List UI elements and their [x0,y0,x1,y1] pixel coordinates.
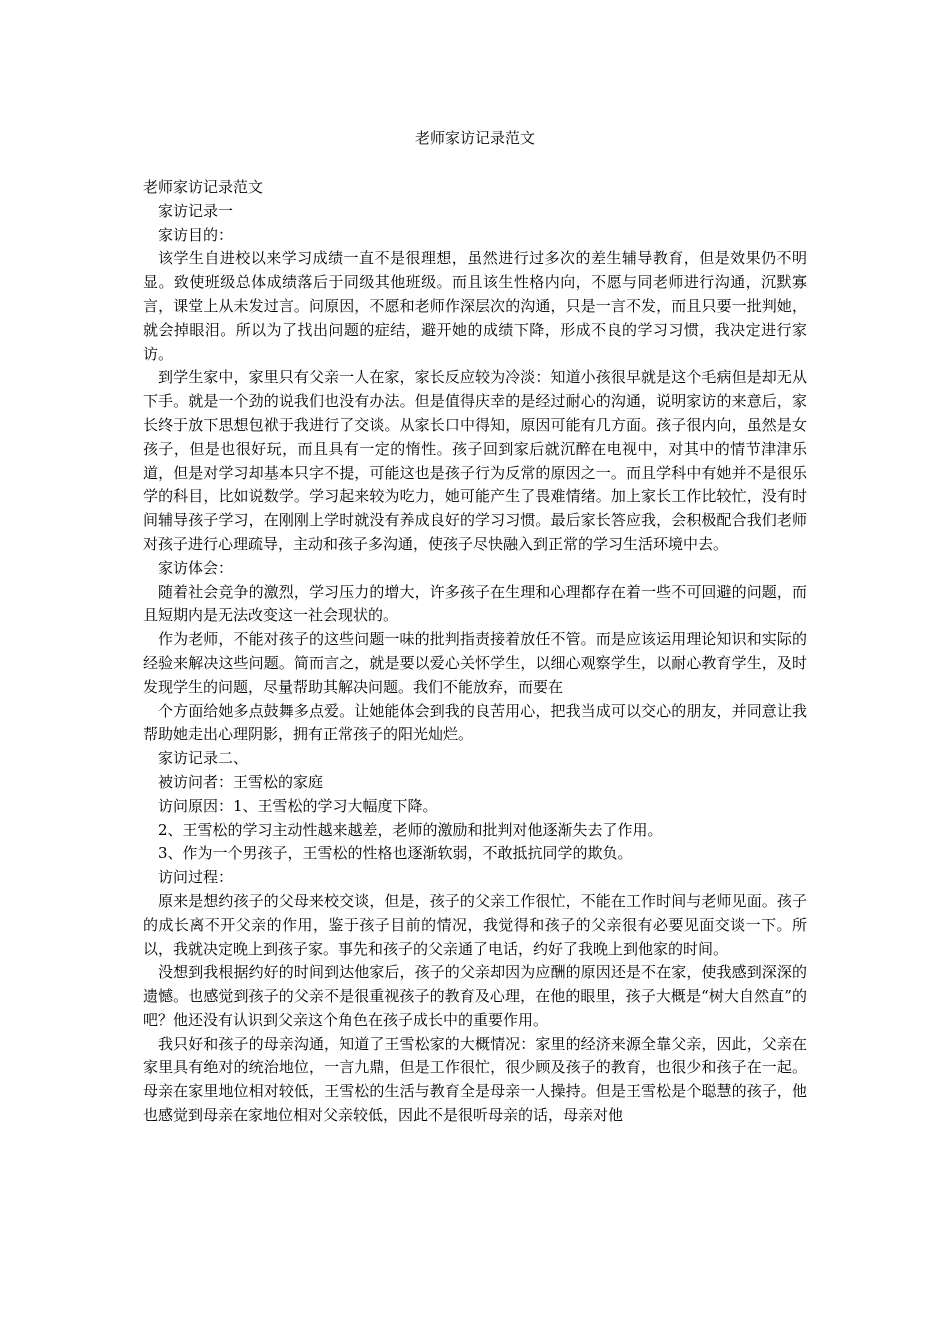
document-body [143,176,807,1128]
paragraph: 访问过程： [158,868,234,887]
paragraph: 随着社会竞争的激烈，学习压力的增大，许多孩子在生理和心理都存在着一些不可回避的问题，而且短期内是无法改变这一社会现状的。 [143,582,807,625]
paragraph: 作为老师，不能对孩子的这些问题一味的批判指责接着放任不管。而是应该运用理论知识和实际的经验来解决这些问题。简而言之，就是要以爱心关怀学生，以细心观察学生，以耐心教育学生，及时发现学生的问题，尽量帮助其解决问题。我们不能放弃，而要在 [143,630,807,696]
paragraph: 3、作为一个男孩子，王雪松的性格也逐渐软弱，不敢抵抗同学的欺负。 [158,844,633,863]
paragraph: 家访记录一 [158,201,234,220]
paragraph: 该学生自进校以来学习成绩一直不是很理想，虽然进行过多次的差生辅导教育，但是效果仍不明显。致使班级总体成绩落后于同级其他班级。而且该生性格内向，不愿与同老师进行沟通，沉默寡言，课堂上从未发过言。问原因，不愿和老师作深层次的沟通，只是一言不发，而且只要一批判她，就会掉眼泪。所以为了找出问题的症结，避开她的成绩下降，形成不良的学习习惯，我决定进行家访。 [143,249,807,363]
paragraph: 家访体会： [158,558,234,577]
paragraph: 访问原因：1、王雪松的学习大幅度下降。 [158,796,438,815]
paragraph-heading: 老师家访记录范文 [143,178,264,196]
paragraph: 家访目的： [158,225,234,244]
paragraph: 没想到我根据约好的时间到达他家后，孩子的父亲却因为应酬的原因还是不在家，使我感到深深的遗憾。也感觉到孩子的父亲不是很重视孩子的教育及心理，在他的眼里，孩子大概是“树大自然直”的吧？他还没有认识到父亲这个角色在孩子成长中的重要作用。 [143,963,807,1029]
paragraph: 个方面给她多点鼓舞多点爱。让她能体会到我的良苦用心，把我当成可以交心的朋友，并同意让我帮助她走出心理阴影，拥有正常孩子的阳光灿烂。 [143,701,807,744]
paragraph: 2、王雪松的学习主动性越来越差，老师的激励和批判对他逐渐失去了作用。 [158,820,663,839]
paragraph: 家访记录二、 [158,749,249,768]
paragraph: 我只好和孩子的母亲沟通，知道了王雪松家的大概情况：家里的经济来源全靠父亲，因此，父亲在家里具有绝对的统治地位，一言九鼎，但是工作很忙，很少顾及孩子的教育，也很少和孩子在一起。母亲在家里地位相对较低，王雪松的生活与教育全是母亲一人操持。但是王雪松是个聪慧的孩子，他也感觉到母亲在家地位相对父亲较低，因此不是很听母亲的话，母亲对他 [143,1034,807,1125]
paragraph: 被访问者：王雪松的家庭 [158,772,324,791]
paragraph: 到学生家中，家里只有父亲一人在家，家长反应较为冷淡：知道小孩很早就是这个毛病但是却无从下手。就是一个劲的说我们也没有办法。但是值得庆幸的是经过耐心的沟通，说明家访的来意后，家长终于放下思想包袱于我进行了交谈。从家长口中得知，原因可能有几方面。孩子很内向，虽然是女孩子，但是也很好玩，而且具有一定的惰性。孩子回到家后就沉醉在电视中，对其中的情节津津乐道，但是对学习却基本只字不提，可能这也是孩子行为反常的原因之一。而且学科中有她并不是很乐学的科目，比如说数学。学习起来较为吃力，她可能产生了畏难情绪。加上家长工作比较忙，没有时间辅导孩子学习，在刚刚上学时就没有养成良好的学习习惯。最后家长答应我，会积极配合我们老师对孩子进行心理疏导，主动和孩子多沟通，使孩子尽快融入到正常的学习生活环境中去。 [143,368,807,553]
paragraph: 原来是想约孩子的父母来校交谈，但是，孩子的父亲工作很忙，不能在工作时间与老师见面。孩子的成长离不开父亲的作用，鉴于孩子目前的情况，我觉得和孩子的父亲很有必要见面交谈一下。所以，我就决定晚上到孩子家。事先和孩子的父亲通了电话，约好了我晚上到他家的时间。 [143,891,807,958]
page-title: 老师家访记录范文 [414,129,535,147]
